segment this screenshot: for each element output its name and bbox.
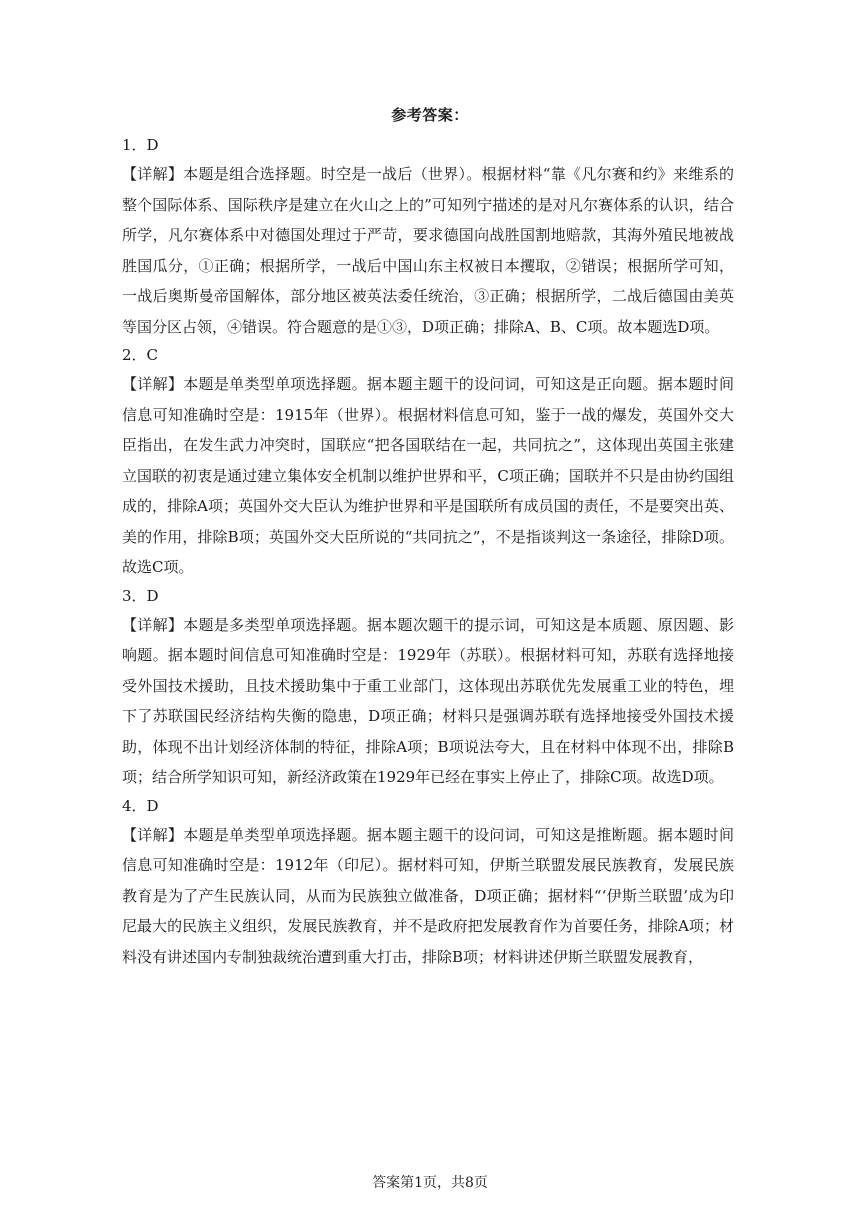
answer-number: 4．D [122,796,159,815]
answer-list [122,132,734,972]
answer-explanation: 【详解】本题是多类型单项选择题。据本题次题干的提示词，可知这是本质题、原因题、影响题。据本题时间信息可知准确时空是：1929年（苏联）。根据材料可知，苏联有选择地接受外国技术援助，且技术援助集中于重工业部门，这体现出苏联优先发展重工业的特色，埋下了苏联国民经济结构失衡的隐患，D项正确；材料只是强调苏联有选择地接受外国技术援助，体现不出计划经济体制的特征，排除A项；B项说法夸大，且在材料中体现不出，排除B项；结合所学知识可知，新经济政策在1929年已经在事实上停止了，排除C项。故选D项。 [122,615,734,786]
answer-number: 1．D [122,136,159,154]
answer-item-2 [122,342,734,583]
answer-explanation: 【详解】本题是单类型单项选择题。据本题主题干的设问词，可知这是推断题。据本题时间信息可知准确时空是：1912年（印尼）。据材料可知，伊斯兰联盟发展民族教育，发展民族教育是为了产生民族认同，从而为民族独立做准备，D项正确；据材料“‘伊斯兰联盟’成为印尼最大的民族主义组织，发展民族教育，并不是政府把发展教育作为首要任务，排除A项；材料没有讲述国内专制独裁统治遭到重大打击，排除B项；材料讲述伊斯兰联盟发展教育， [122,825,734,966]
answer-explanation: 【详解】本题是组合选择题。时空是一战后（世界）。根据材料“靠《凡尔赛和约》来维系的整个国际体系、国际秩序是建立在火山之上的”可知列宁描述的是对凡尔赛体系的认识，结合所学，凡尔赛体系中对德国处理过于严苛，要求德国向战胜国割地赔款，其海外殖民地被战胜国瓜分，①正确；根据所学，一战后中国山东主权被日本攫取，②错误；根据所学可知，一战后奥斯曼帝国解体，部分地区被英法委任统治，③正确；根据所学，二战后德国由美英等国分区占领，④错误。符合题意的是①③，D项正确；排除A、B、C项。故本题选D项。 [122,165,734,336]
answer-explanation: 【详解】本题是单类型单项选择题。据本题主题干的设问词，可知这是正向题。据本题时间信息可知准确时空是：1915年（世界）。根据材料信息可知，鉴于一战的爆发，英国外交大臣指出，在发生武力冲突时，国联应“把各国联结在一起，共同抗之”，这体现出英国主张建立国联的初衷是通过建立集体安全机制以维护世界和平，C项正确；国联并不只是由协约国组成的，排除A项；英国外交大臣认为维护世界和平是国联所有成员国的责任，不是要突出英、美的作用，排除B项；英国外交大臣所说的“共同抗之”，不是指谈判这一条途径，排除D项。故选C项。 [122,375,734,576]
page-title: 参考答案： [391,106,469,124]
answer-number: 2．C [122,346,159,364]
page-footer: 答案第1页，共8页 [372,1175,488,1191]
answer-number: 3．D [122,586,159,605]
answer-item-3 [122,583,734,793]
answer-item-1 [122,132,734,342]
answer-item-4 [122,793,734,973]
